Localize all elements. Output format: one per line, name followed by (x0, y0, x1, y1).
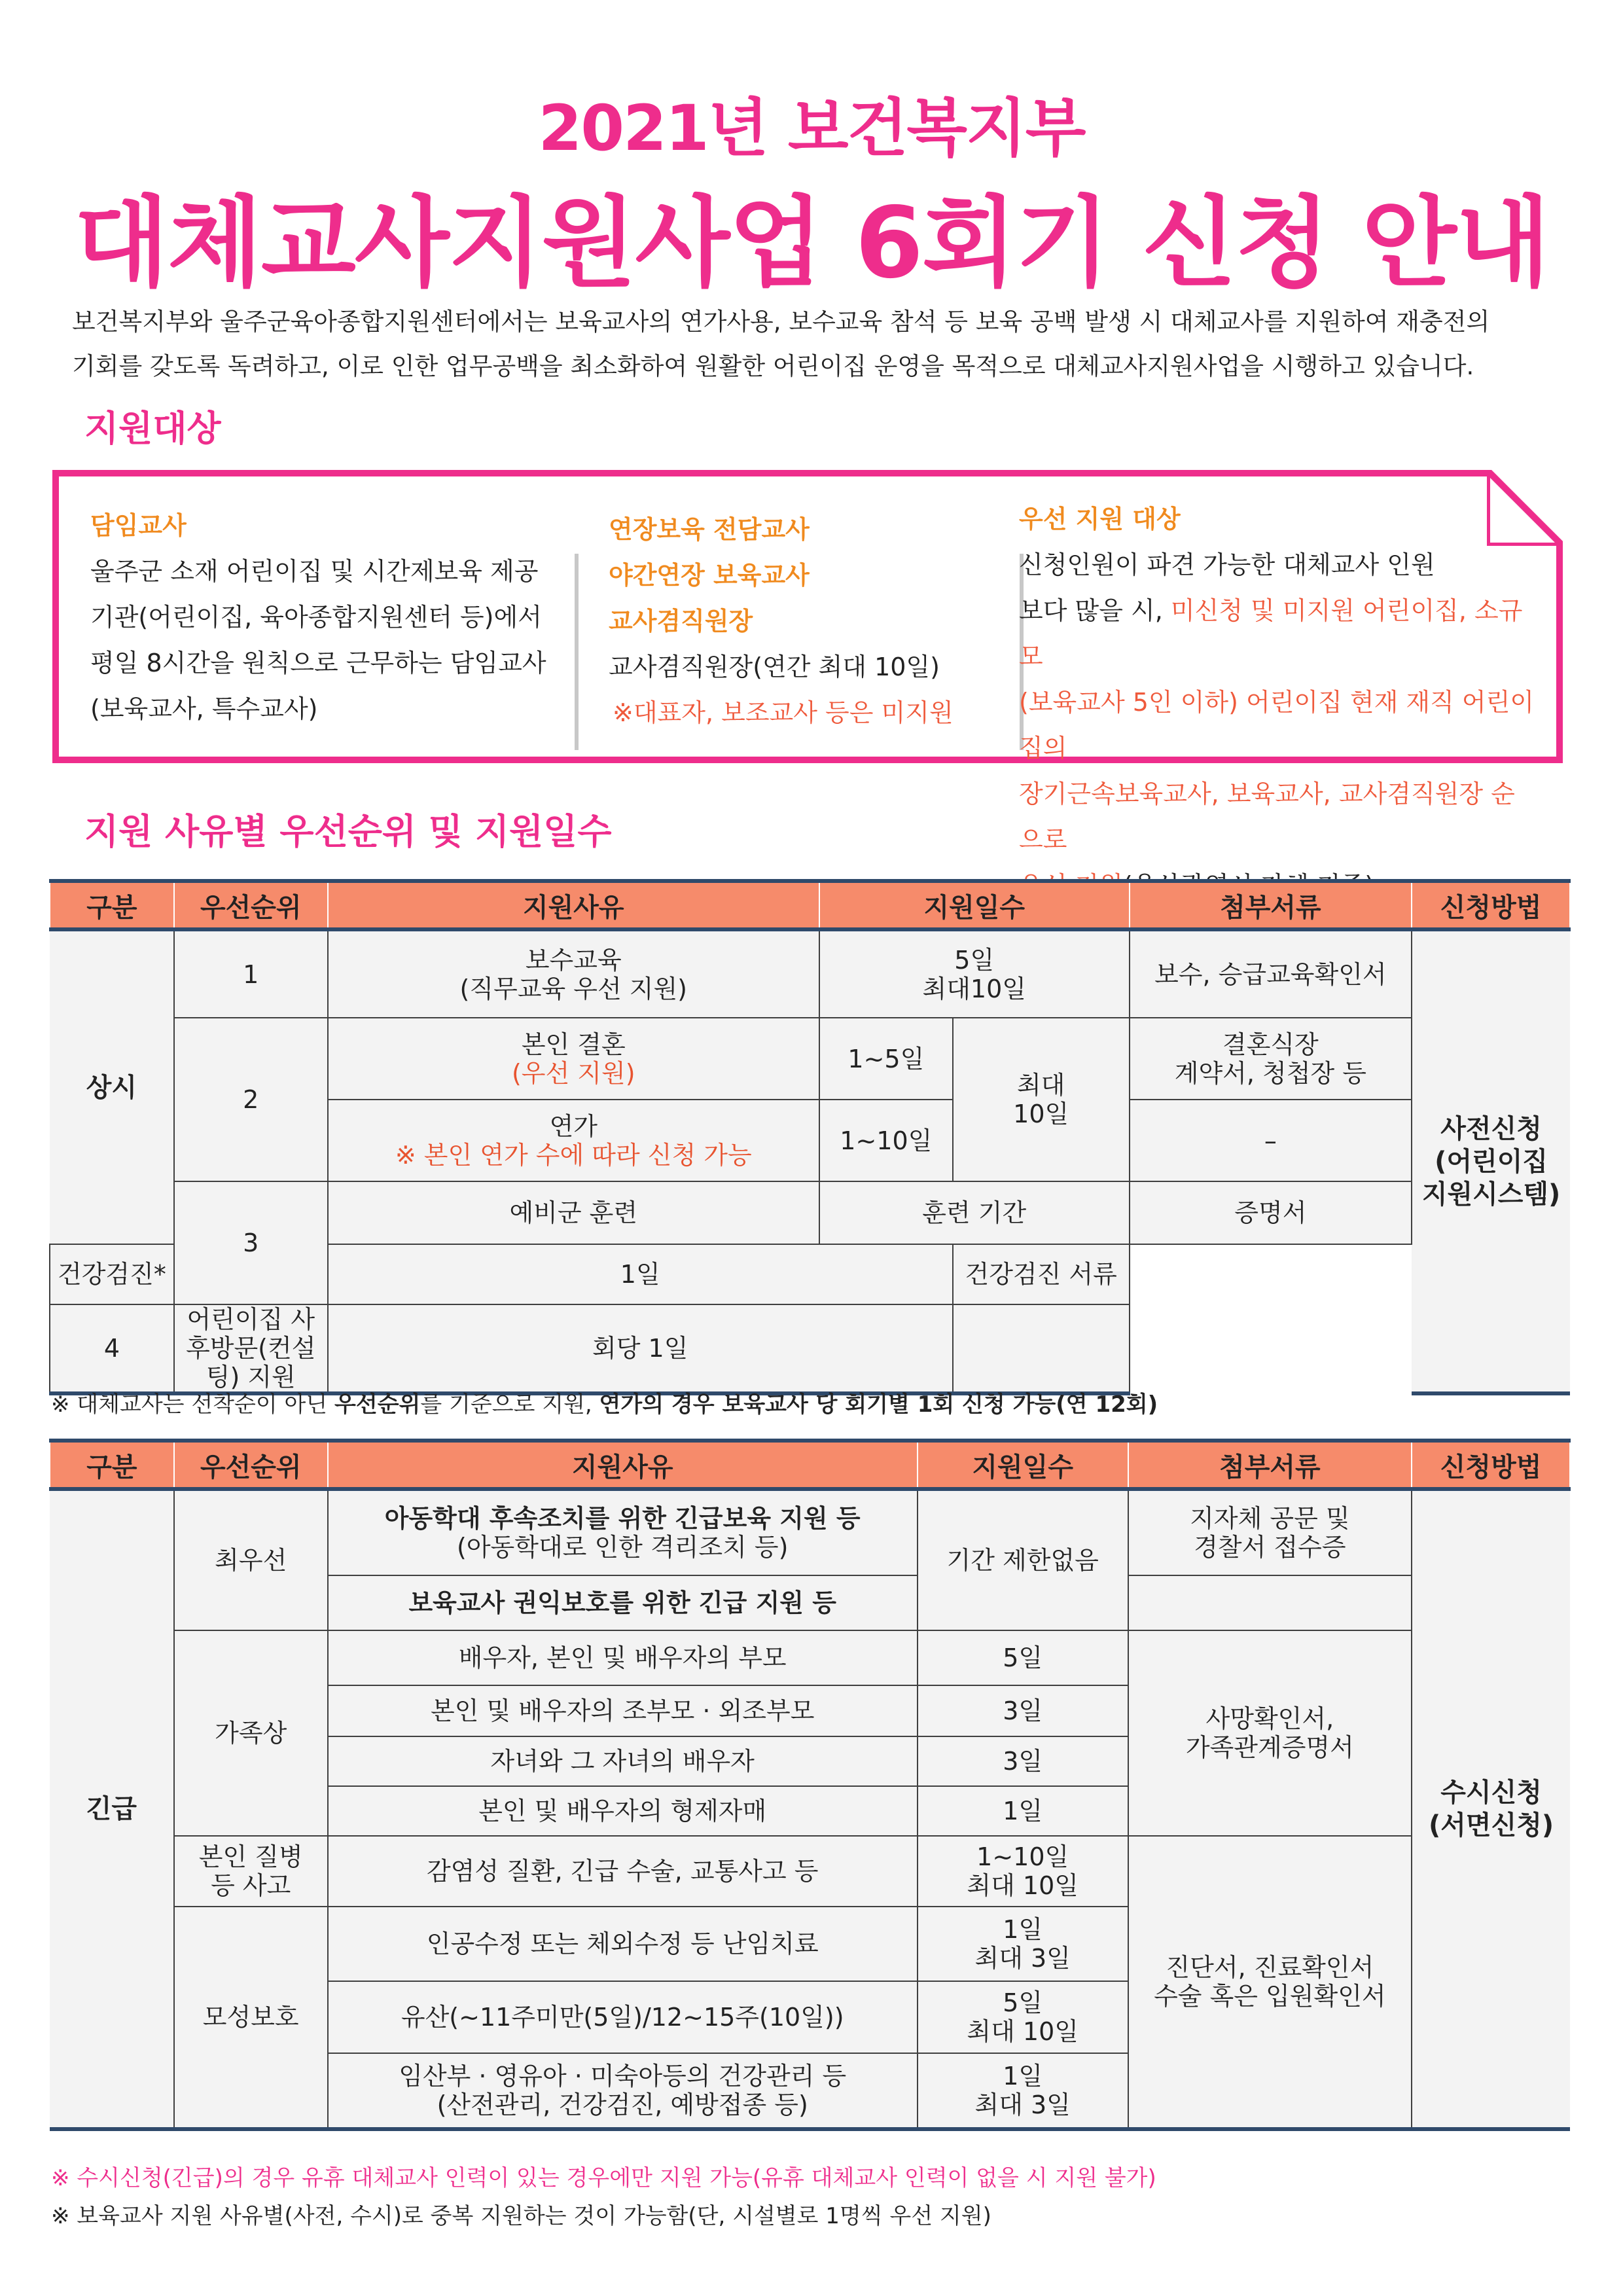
days-cell: 1~10일 최대 10일 (918, 1836, 1128, 1907)
col3-title: 우선 지원 대상 (1019, 505, 1181, 533)
target-heading (75, 401, 230, 451)
note-bold: 우선순위 (334, 1391, 421, 1418)
reason-cell (328, 1100, 819, 1181)
header-category: 구분 (50, 1441, 174, 1489)
reason-text: 본인 결혼 (521, 1030, 626, 1059)
col1-title: 담임교사 (90, 511, 187, 540)
rank-cell: 최우선 (174, 1489, 328, 1630)
col2-note: ※대표자, 보조교사 등은 미지원 (613, 698, 954, 727)
col1-line: 울주군 소재 어린이집 및 시간제보육 제공 (90, 557, 539, 586)
days-cell: 1일 최대 3일 (918, 1907, 1128, 1981)
days-cell: 1일 (918, 1786, 1128, 1836)
header-method: 신청방법 (1412, 1441, 1570, 1489)
days-cell: 1~10일 (819, 1100, 953, 1181)
days-cell: 3일 (918, 1685, 1128, 1736)
col3-line: 장기근속보육교사, 보육교사, 교사겸직원장 순으로 (1019, 780, 1515, 854)
folded-corner-icon (1487, 470, 1563, 546)
reason-cell: 자녀와 그 자녀의 배우자 (328, 1736, 918, 1786)
reason-cell: 본인 및 배우자의 조부모 · 외조부모 (328, 1685, 918, 1736)
category-urgent: 긴급 (50, 1489, 174, 2129)
docs-cell: 결혼식장 계약서, 청첩장 등 (1130, 1018, 1412, 1100)
days-cell: 훈련 기간 (819, 1181, 1130, 1244)
reason-note: ※ 본인 연가 수에 따라 신청 가능 (395, 1140, 752, 1170)
days-cell: 5일 (918, 1630, 1128, 1685)
reason-note: (우선 지원) (511, 1058, 635, 1088)
reason-cell: 본인 및 배우자의 형제자매 (328, 1786, 918, 1836)
note-urgent: ※ 수시신청(긴급)의 경우 유휴 대체교사 인력이 있는 경우에만 지원 가능(유휴 대체교사 인력이 없을 시 지원 불가) (51, 2165, 1156, 2191)
col2-line: 교사겸직원장(연간 최대 10일) (609, 653, 940, 681)
col1-line: (보육교사, 특수교사) (90, 694, 318, 723)
table-regular (49, 879, 1571, 1395)
note-regular (51, 1386, 1158, 1418)
days-cell: 5일 최대 10일 (918, 1981, 1128, 2053)
col3-text: 보다 많을 시, (1019, 596, 1171, 625)
header-reason: 지원사유 (328, 881, 819, 929)
docs-cell: 건강검진 서류 (953, 1244, 1130, 1304)
reason-sub: (아동학대로 인한 격리조치 등) (457, 1533, 789, 1562)
target-col-priority (1019, 496, 1536, 908)
col1-line: 평일 8시간을 원칙으로 근무하는 담임교사 (90, 649, 546, 677)
title-line2: 대체교사지원사업 6회기 신청 안내 (74, 187, 1549, 300)
rank-cell: 3 (174, 1181, 328, 1304)
header-days: 지원일수 (918, 1441, 1128, 1489)
reason-cell: 감염성 질환, 긴급 수술, 교통사고 등 (328, 1836, 918, 1907)
docs-cell: 증명서 (1130, 1181, 1412, 1244)
reason-cell: 어린이집 사후방문(컨설팅) 지원 (174, 1304, 328, 1393)
title-line1: 2021년 보건복지부 (538, 92, 1085, 165)
col2-title: 교사겸직원장 (609, 607, 753, 636)
days-cell: 1~5일 (819, 1018, 953, 1100)
intro-line2: 기회를 갖도록 독려하고, 이로 인한 업무공백을 최소화하여 원활한 어린이집 운영을 목적으로 대체교사지원사업을 시행하고 있습니다. (72, 352, 1474, 380)
reason-cell: 건강검진* (50, 1244, 174, 1304)
header-rank: 우선순위 (174, 1441, 328, 1489)
category-regular: 상시 (50, 929, 174, 1244)
target-col-extended (609, 507, 1014, 736)
header-method: 신청방법 (1412, 881, 1570, 929)
reason-cell: 인공수정 또는 체외수정 등 난임치료 (328, 1907, 918, 1981)
priority-heading (75, 804, 621, 854)
note-bold: 연가의 경우 보육교사 당 회기별 1회 신청 가능(연 12회) (599, 1391, 1158, 1418)
col3-line (1019, 588, 1536, 679)
reason-cell: 보육교사 권익보호를 위한 긴급 지원 등 (328, 1575, 918, 1630)
note-text: 를 기준으로 지원, (420, 1391, 599, 1418)
rank-cell: 본인 질병 등 사고 (174, 1836, 328, 1907)
reason-cell: 배우자, 본인 및 배우자의 부모 (328, 1630, 918, 1685)
reason-cell (328, 1489, 918, 1575)
col3-line: 신청인원이 파견 가능한 대체교사 인원 (1019, 550, 1435, 579)
days-max-cell: 최대 10일 (953, 1018, 1130, 1181)
reason-cell: 임산부 · 영유아 · 미숙아등의 건강관리 등 (산전관리, 건강검진, 예방접종 등) (328, 2053, 918, 2129)
divider (575, 554, 579, 750)
docs-cell: – (1130, 1100, 1412, 1181)
method-regular: 사전신청 (어린이집 지원시스템) (1412, 929, 1570, 1393)
reason-text: 아동학대 후속조치를 위한 긴급보육 지원 등 (384, 1504, 861, 1533)
header-category: 구분 (50, 881, 174, 929)
header-reason: 지원사유 (328, 1441, 918, 1489)
note-duplicate: ※ 보육교사 지원 사유별(사전, 수시)로 중복 지원하는 것이 가능함(단, 시설별로 1명씩 우선 지원) (51, 2203, 991, 2229)
col2-title: 연장보육 전담교사 (609, 515, 810, 544)
rank-cell: 가족상 (174, 1630, 328, 1836)
col1-line: 기관(어린이집, 육아종합지원센터 등)에서 (90, 603, 542, 632)
docs-cell: 보수, 승급교육확인서 (1130, 929, 1412, 1018)
reason-text: 연가 (549, 1111, 597, 1141)
reason-cell: 유산(~11주미만(5일)/12~15주(10일)) (328, 1981, 918, 2053)
intro-line1: 보건복지부와 울주군육아종합지원센터에서는 보육교사의 연가사용, 보수교육 참석 등 보육 공백 발생 시 대체교사를 지원하여 재충전의 (72, 308, 1490, 336)
docs-cell (953, 1304, 1130, 1393)
days-cell: 기간 제한없음 (918, 1489, 1128, 1630)
docs-cell (1128, 1575, 1412, 1630)
reason-cell: 예비군 훈련 (328, 1181, 819, 1244)
priority-heading-text: 지원 사유별 우선순위 및 지원일수 (84, 811, 612, 852)
col3-highlight: 미신청 및 미지원 어린이집, 소규모 (1019, 596, 1523, 671)
intro-paragraph (72, 300, 1558, 389)
target-col-homeroom (90, 503, 575, 732)
reason-cell: 보수교육 (직무교육 우선 지원) (328, 929, 819, 1018)
col3-line: (보육교사 5인 이하) 어린이집 현재 재직 어린이집의 (1019, 688, 1535, 762)
docs-cell: 사망확인서, 가족관계증명서 (1128, 1630, 1412, 1836)
col2-title: 야간연장 보육교사 (609, 561, 810, 590)
days-cell: 3일 (918, 1736, 1128, 1786)
header-docs: 첨부서류 (1130, 881, 1412, 929)
docs-cell: 진단서, 진료확인서 수술 혹은 입원확인서 (1128, 1836, 1412, 2129)
header-docs: 첨부서류 (1128, 1441, 1412, 1489)
method-urgent: 수시신청 (서면신청) (1412, 1489, 1570, 2129)
note-text: ※ 대체교사는 선착순이 아닌 (51, 1391, 335, 1418)
days-cell: 회당 1일 (328, 1304, 953, 1393)
days-cell: 5일 최대10일 (819, 929, 1130, 1018)
days-cell: 1일 (328, 1244, 953, 1304)
docs-cell: 지자체 공문 및 경찰서 접수증 (1128, 1489, 1412, 1575)
reason-cell (328, 1018, 819, 1100)
rank-cell: 1 (174, 929, 328, 1018)
table-urgent (49, 1439, 1571, 2131)
rank-cell: 2 (174, 1018, 328, 1181)
header-days: 지원일수 (819, 881, 1130, 929)
target-heading-text: 지원대상 (84, 408, 221, 449)
rank-cell: 4 (50, 1304, 174, 1393)
rank-cell: 모성보호 (174, 1907, 328, 2129)
header-rank: 우선순위 (174, 881, 328, 929)
days-cell: 1일 최대 3일 (918, 2053, 1128, 2129)
